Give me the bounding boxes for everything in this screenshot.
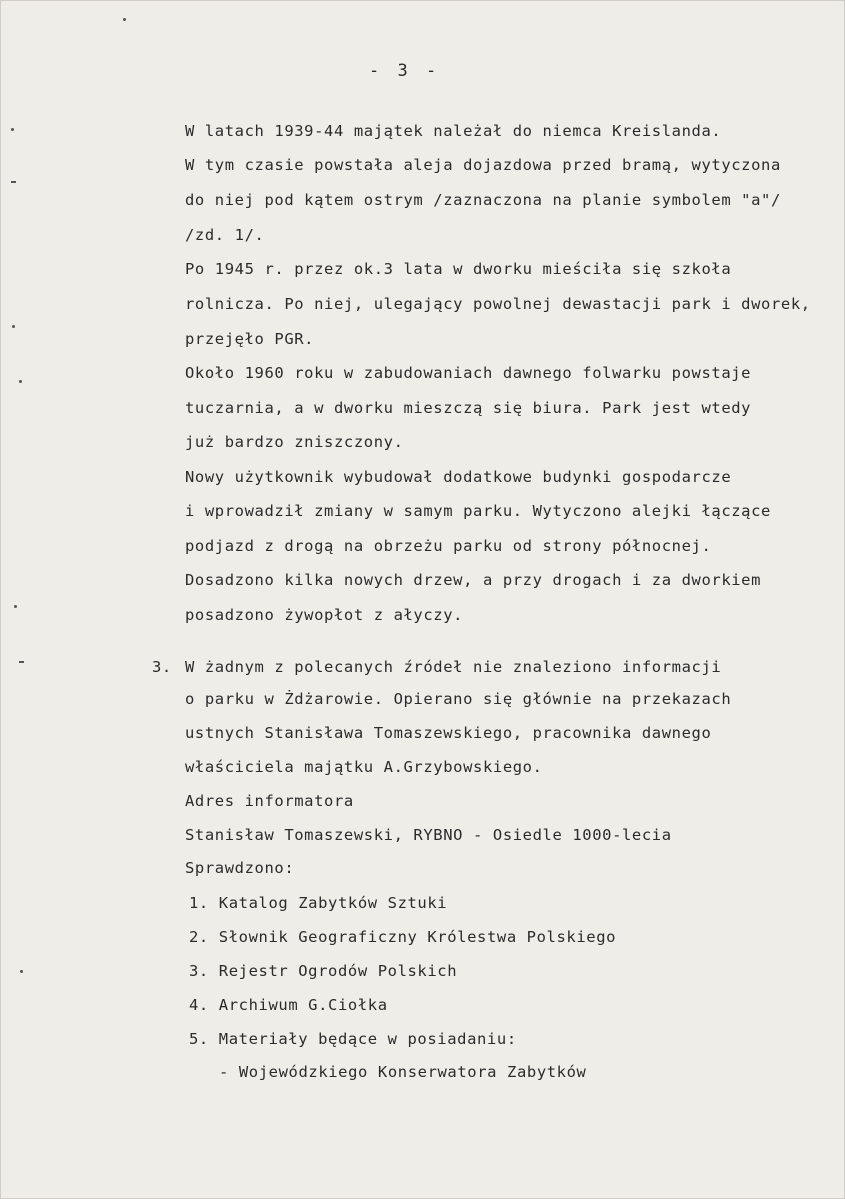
scan-speck <box>12 325 15 328</box>
section1-line: Nowy użytkownik wybudował dodatkowe budynki gospodarcze <box>185 468 732 486</box>
section1-line: podjazd z drogą na obrzeżu parku od strony północnej. <box>185 537 712 555</box>
section1-line: Po 1945 r. przez ok.3 lata w dworku mieściła się szkoła <box>185 260 732 278</box>
section1-line: Około 1960 roku w zabudowaniach dawnego folwarku powstaje <box>185 364 752 382</box>
section3-line: o parku w Żdżarowie. Opierano się głównie na przekazach <box>185 690 732 708</box>
informant-heading: Adres informatora <box>185 792 354 810</box>
section1-line: Dosadzono kilka nowych drzew, a przy drogach i za dworkiem <box>185 571 762 589</box>
source-list-item: 5. Materiały będące w posiadaniu: <box>189 1030 517 1048</box>
scan-speck <box>20 970 23 973</box>
section1-line: W latach 1939-44 majątek należał do niemca Kreislanda. <box>185 122 722 140</box>
scan-speck <box>123 18 126 21</box>
section3-line: W żadnym z polecanych źródeł nie znaleziono informacji <box>185 658 722 676</box>
checked-heading: Sprawdzono: <box>185 859 295 877</box>
section1-line: tuczarnia, a w dworku mieszczą się biura. Park jest wtedy <box>185 399 752 417</box>
section1-line: W tym czasie powstała aleja dojazdowa przed bramą, wytyczona <box>185 156 781 174</box>
section1-line: posadzono żywopłot z ałyczy. <box>185 606 464 624</box>
scan-speck <box>11 181 16 183</box>
section1-line: do niej pod kątem ostrym /zaznaczona na planie symbolem "a"/ <box>185 191 781 209</box>
source-list-item: 3. Rejestr Ogrodów Polskich <box>189 962 458 980</box>
section1-line: już bardzo zniszczony. <box>185 433 404 451</box>
scan-speck <box>19 661 24 663</box>
source-list-item: 1. Katalog Zabytków Sztuki <box>189 894 448 912</box>
section3-number: 3. <box>152 658 172 676</box>
source-list-item: 2. Słownik Geograficzny Królestwa Polskiego <box>189 928 617 946</box>
section1-line: przejęło PGR. <box>185 330 315 348</box>
scan-speck <box>19 380 22 383</box>
section3-line: ustnych Stanisława Tomaszewskiego, pracownika dawnego <box>185 724 712 742</box>
scan-speck <box>11 128 14 131</box>
section1-line: i wprowadził zmiany w samym parku. Wytyczono alejki łączące <box>185 502 771 520</box>
section1-line: rolnicza. Po niej, ulegający powolnej dewastacji park i dworek, <box>185 295 811 313</box>
source-sub-item: - Wojewódzkiego Konserwatora Zabytków <box>219 1063 587 1081</box>
source-list-item: 4. Archiwum G.Ciołka <box>189 996 388 1014</box>
scan-speck <box>14 605 17 608</box>
section3-line: właściciela majątku A.Grzybowskiego. <box>185 758 543 776</box>
page-number: - 3 - <box>369 61 441 81</box>
informant-address: Stanisław Tomaszewski, RYBNO - Osiedle 1000-lecia <box>185 826 672 844</box>
section1-line: /zd. 1/. <box>185 226 265 244</box>
